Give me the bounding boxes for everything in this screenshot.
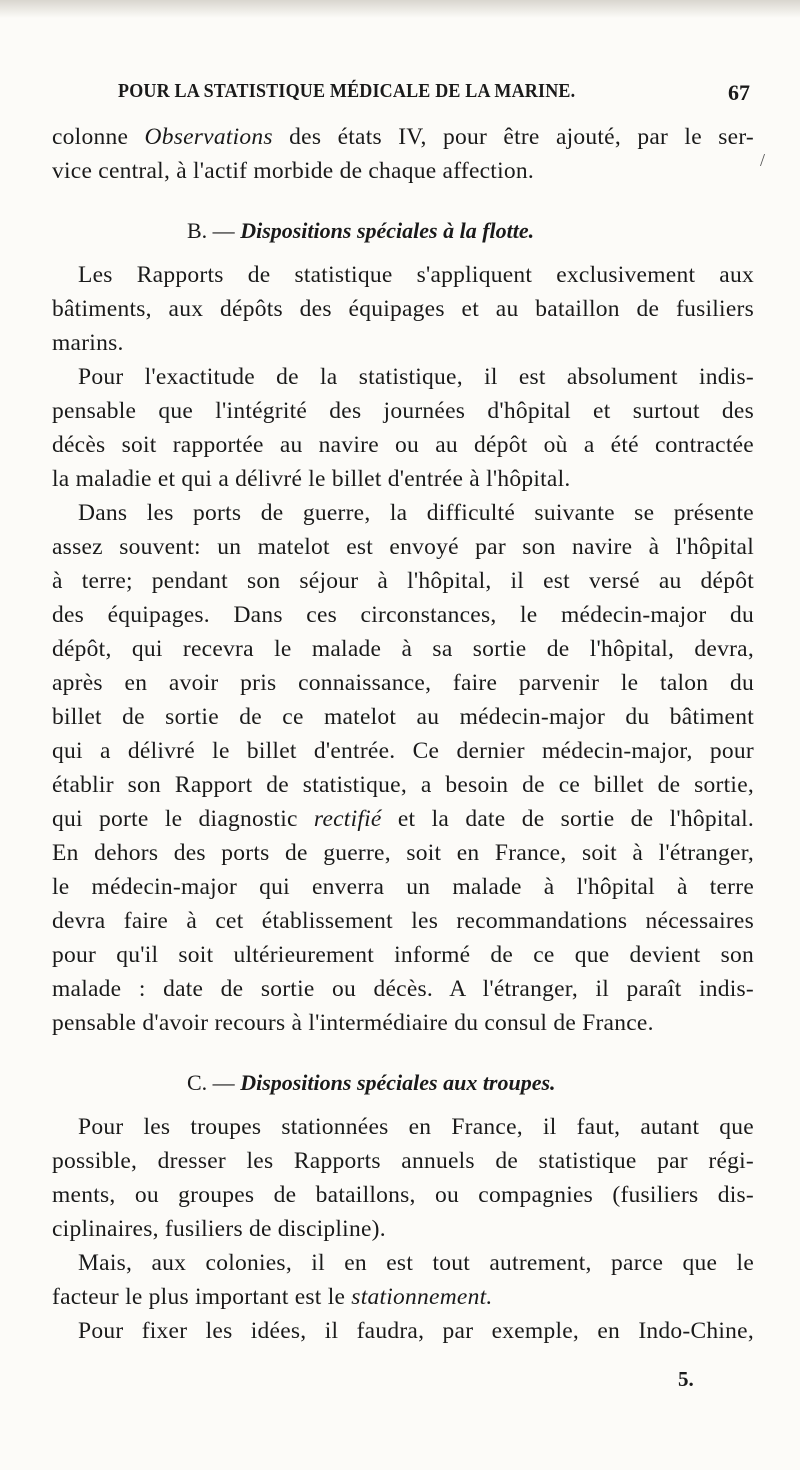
margin-mark: /: [760, 150, 766, 170]
section-c-heading: [52, 1066, 754, 1100]
text-line: qui porte le diagnostic rectifié et la date de sortie de l'hôpital.: [52, 806, 754, 832]
text-line: des équipages. Dans ces circonstances, le médecin-major du: [52, 602, 754, 628]
running-title: POUR LA STATISTIQUE MÉDICALE DE LA MARINE.: [118, 80, 576, 102]
text-line: assez souvent: un matelot est envoyé par son navire à l'hôpital: [52, 534, 754, 560]
page-header: [118, 80, 750, 112]
section-b-label: B. —: [187, 218, 235, 243]
body-text: [52, 120, 754, 1348]
signature-mark: 5.: [678, 1367, 694, 1391]
italic-term: rectifié: [313, 806, 382, 832]
text-line: après en avoir pris connaissance, faire parvenir le talon du: [52, 670, 754, 696]
section-c-title: Dispositions spéciales aux troupes.: [240, 1070, 556, 1095]
text-line: Dans les ports de guerre, la difficulté suivante se présente: [78, 500, 754, 526]
page-number: 67: [728, 80, 750, 105]
text-line: ciplinaires, fusiliers de discipline).: [52, 1216, 386, 1242]
text-line: En dehors des ports de guerre, soit en France, soit à l'étranger,: [52, 840, 754, 866]
text-line: vice central, à l'actif morbide de chaque affection.: [52, 158, 534, 184]
text-line: ments, ou groupes de bataillons, ou compagnies (fusiliers dis-: [52, 1182, 754, 1208]
text-line: qui a délivré le billet d'entrée. Ce dernier médecin-major, pour: [52, 738, 754, 764]
spacer: [52, 248, 754, 258]
text-line: bâtiments, aux dépôts des équipages et au bataillon de fusiliers: [52, 296, 754, 322]
text-line: pensable que l'intégrité des journées d'hôpital et surtout des: [52, 398, 754, 424]
page-top-edge: [0, 0, 800, 18]
section-b-title: Dispositions spéciales à la flotte.: [240, 218, 535, 243]
section-c-label: C. —: [187, 1070, 235, 1095]
text-line: Pour les troupes stationnées en France, il faut, autant que: [78, 1114, 754, 1140]
text-line: Les Rapports de statistique s'appliquent exclusivement aux: [78, 262, 754, 288]
text-line: devra faire à cet établissement les recommandations nécessaires: [52, 908, 754, 934]
text-line: possible, dresser les Rapports annuels de statistique par régi-: [52, 1148, 754, 1174]
section-b-heading: [52, 214, 754, 248]
text-line: décès soit rapportée au navire ou au dépôt où a été contractée: [52, 432, 754, 458]
text-line: facteur le plus important est le stationnement.: [52, 1284, 493, 1310]
text-line: pensable d'avoir recours à l'intermédiaire du consul de France.: [52, 1010, 654, 1036]
text-line: dépôt, qui recevra le malade à sa sortie de l'hôpital, devra,: [52, 636, 754, 662]
text-line: le médecin-major qui enverra un malade à l'hôpital à terre: [52, 874, 754, 900]
text-line: malade : date de sortie ou décès. A l'étranger, il paraît indis-: [52, 976, 754, 1002]
text-line: pour qu'il soit ultérieurement informé de ce que devient son: [52, 942, 754, 968]
text-line: Mais, aux colonies, il en est tout autrement, parce que le: [78, 1250, 754, 1276]
italic-term: Observations: [144, 124, 273, 150]
text-line: colonne Observations des états IV, pour être ajouté, par le ser-: [52, 124, 754, 150]
text-line: Pour fixer les idées, il faudra, par exemple, en Indo-Chine,: [78, 1318, 754, 1344]
text-line: à terre; pendant son séjour à l'hôpital, il est versé au dépôt: [52, 568, 754, 594]
text-line: établir son Rapport de statistique, a besoin de ce billet de sortie,: [52, 772, 754, 798]
text-line: Pour l'exactitude de la statistique, il est absolument indis-: [78, 364, 754, 390]
spacer: [52, 1040, 754, 1066]
text-line: billet de sortie de ce matelot au médecin-major du bâtiment: [52, 704, 754, 730]
italic-term: stationnement.: [351, 1284, 493, 1310]
text-line: la maladie et qui a délivré le billet d'entrée à l'hôpital.: [52, 466, 571, 492]
text-line: marins.: [52, 330, 124, 356]
spacer: [52, 1100, 754, 1110]
spacer: [52, 188, 754, 214]
